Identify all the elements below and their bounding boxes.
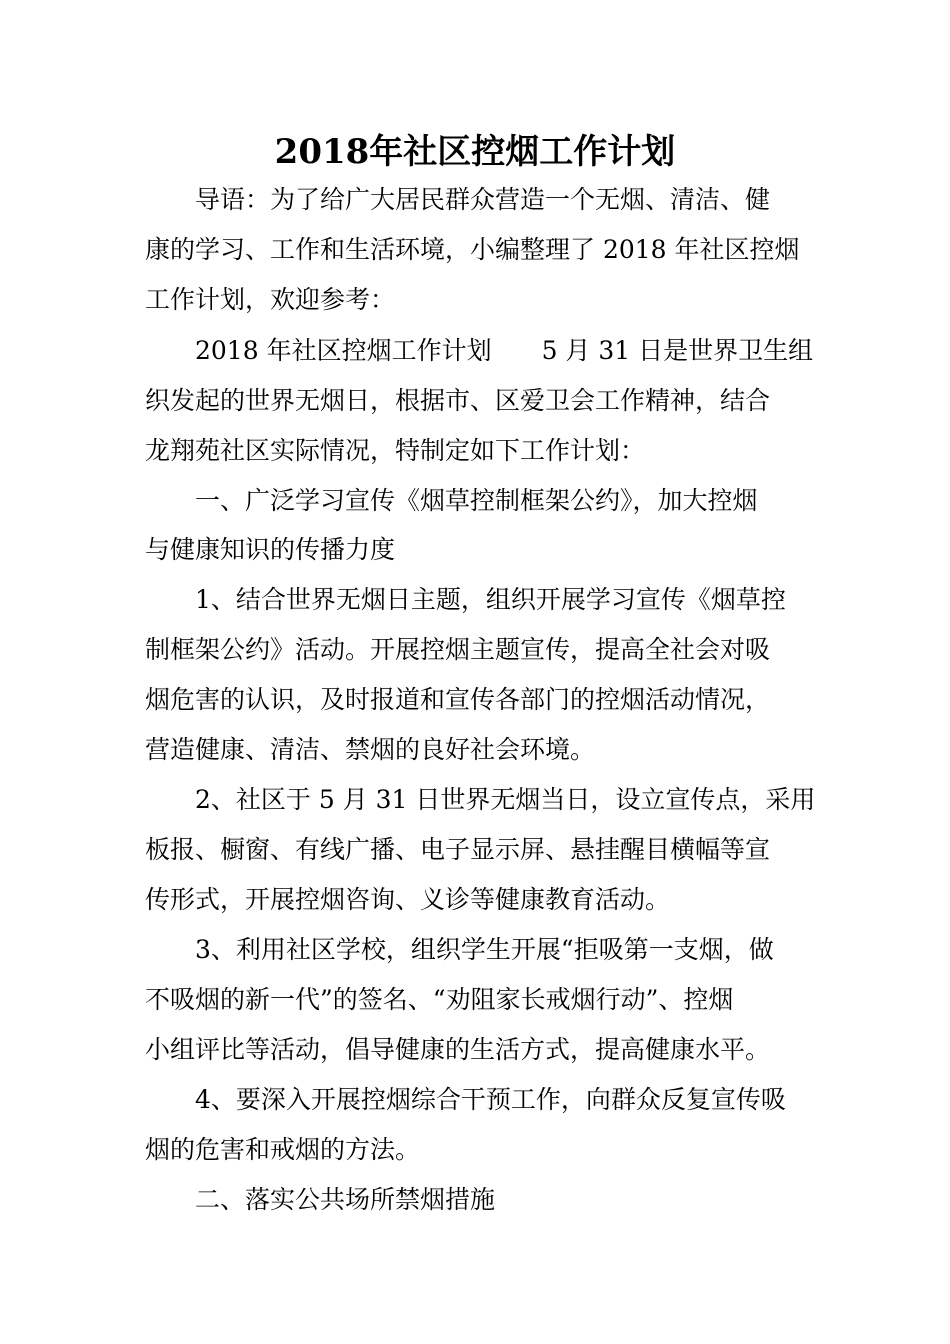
text-line: 不吸烟的新一代”的签名、“劝阻家长戒烟行动”、控烟 (145, 985, 734, 1014)
text-line: 一、广泛学习宣传《烟草控制框架公约》，加大控烟 (195, 486, 758, 515)
document-title: 2018年社区控烟工作计划 (274, 132, 676, 172)
text-line: 工作计划，欢迎参考： (145, 285, 396, 314)
text-line: 4、要深入开展控烟综合干预工作，向群众反复宣传吸 (195, 1085, 786, 1114)
text-line: 烟危害的认识，及时报道和宣传各部门的控烟活动情况， (145, 685, 771, 714)
text-line: 小组评比等活动，倡导健康的生活方式，提高健康水平。 (145, 1035, 771, 1064)
text-line: 3、利用社区学校，组织学生开展“拒吸第一支烟，做 (195, 935, 774, 964)
text-line: 与健康知识的传播力度 (145, 535, 396, 564)
text-line: 1、结合世界无烟日主题，组织开展学习宣传《烟草控 (195, 585, 786, 614)
text-line: 导语：为了给广大居民群众营造一个无烟、清洁、健 (195, 185, 771, 214)
text-line: 板报、橱窗、有线广播、电子显示屏、悬挂醒目横幅等宣 (145, 835, 771, 864)
text-line: 传形式，开展控烟咨询、义诊等健康教育活动。 (145, 885, 671, 914)
text-line: 织发起的世界无烟日，根据市、区爱卫会工作精神，结合 (145, 386, 771, 415)
section-heading: 二、落实公共场所禁烟措施 (195, 1185, 496, 1214)
text-line: 制框架公约》活动。开展控烟主题宣传，提高全社会对吸 (145, 635, 771, 664)
text-line: 2、社区于 5 月 31 日世界无烟当日，设立宣传点，采用 (195, 785, 816, 814)
text-line: 2018 年社区控烟工作计划 5 月 31 日是世界卫生组 (195, 336, 814, 365)
text-line: 康的学习、工作和生活环境，小编整理了 2018 年社区控烟 (145, 235, 800, 264)
text-line: 营造健康、清洁、禁烟的良好社会环境。 (145, 735, 596, 764)
text-line: 龙翔苑社区实际情况，特制定如下工作计划： (145, 436, 646, 465)
text-line: 烟的危害和戒烟的方法。 (145, 1135, 421, 1164)
